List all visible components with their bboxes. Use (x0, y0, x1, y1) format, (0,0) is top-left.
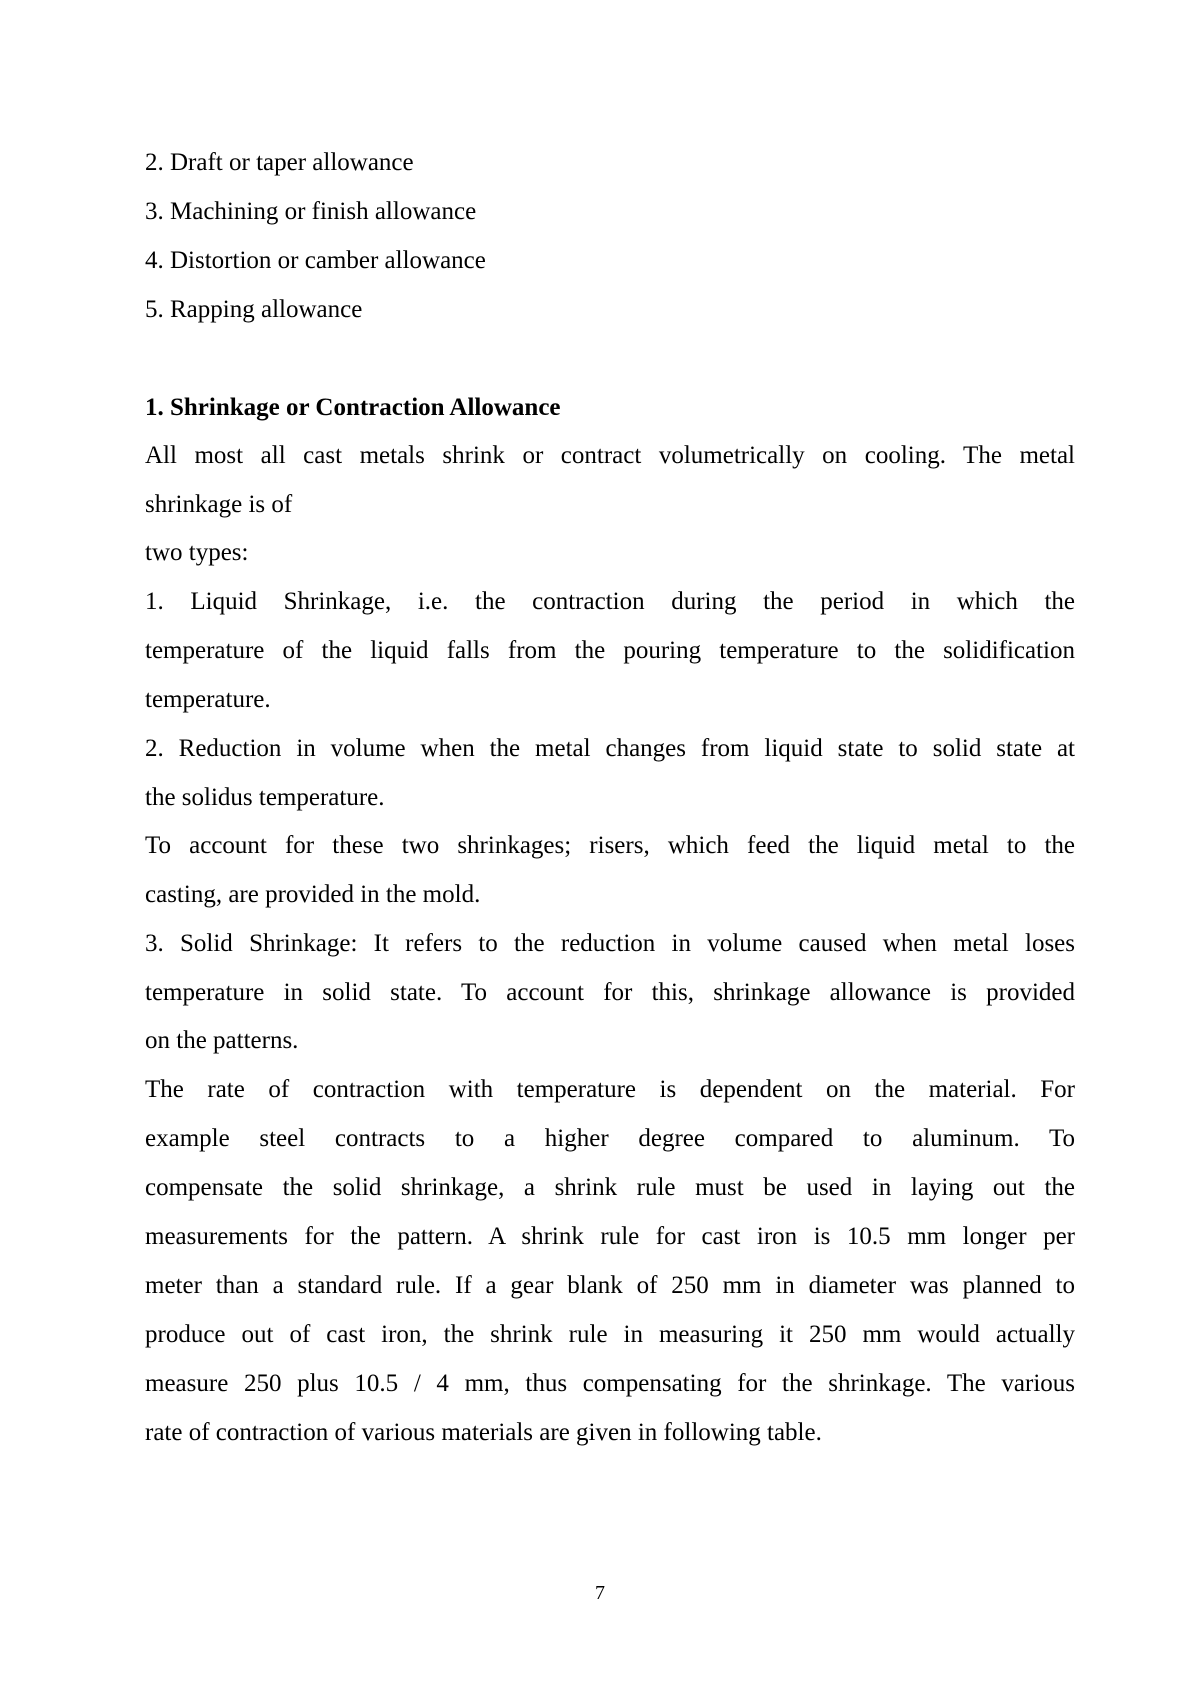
body-line: two types: (145, 539, 249, 566)
body-line: shrinkage is of (145, 491, 293, 518)
section-heading: 1. Shrinkage or Contraction Allowance (145, 394, 561, 421)
body-line: 2. Reduction in volume when the metal changes from liquid state to solid state at (145, 735, 1075, 762)
body-line: casting, are provided in the mold. (145, 881, 481, 908)
body-line: temperature. (145, 686, 271, 713)
body-line: The rate of contraction with temperature is dependent on the material. For (145, 1076, 1075, 1103)
list-item-distortion-allowance: 4. Distortion or camber allowance (145, 247, 486, 274)
list-item-rapping-allowance: 5. Rapping allowance (145, 296, 363, 323)
body-line: example steel contracts to a higher degree compared to aluminum. To (145, 1125, 1075, 1152)
page-number: 7 (595, 1582, 605, 1604)
list-item-machining-allowance: 3. Machining or finish allowance (145, 198, 477, 225)
body-line: compensate the solid shrinkage, a shrink rule must be used in laying out the (145, 1174, 1075, 1201)
body-line: All most all cast metals shrink or contract volumetrically on cooling. The metal (145, 442, 1075, 469)
body-line: produce out of cast iron, the shrink rule in measuring it 250 mm would actually (145, 1321, 1075, 1348)
body-line: meter than a standard rule. If a gear blank of 250 mm in diameter was planned to (145, 1272, 1075, 1299)
body-line: temperature of the liquid falls from the pouring temperature to the solidification (145, 637, 1075, 664)
list-item-draft-allowance: 2. Draft or taper allowance (145, 149, 414, 176)
body-line: measure 250 plus 10.5 / 4 mm, thus compensating for the shrinkage. The various (145, 1370, 1075, 1397)
body-line: 1. Liquid Shrinkage, i.e. the contraction during the period in which the (145, 588, 1075, 615)
body-line: on the patterns. (145, 1027, 299, 1054)
body-line: measurements for the pattern. A shrink rule for cast iron is 10.5 mm longer per (145, 1223, 1075, 1250)
body-line: temperature in solid state. To account for this, shrinkage allowance is provided (145, 979, 1075, 1006)
body-line: the solidus temperature. (145, 784, 385, 811)
body-line: To account for these two shrinkages; risers, which feed the liquid metal to the (145, 832, 1075, 859)
body-line: 3. Solid Shrinkage: It refers to the reduction in volume caused when metal loses (145, 930, 1075, 957)
body-line: rate of contraction of various materials are given in following table. (145, 1419, 822, 1446)
